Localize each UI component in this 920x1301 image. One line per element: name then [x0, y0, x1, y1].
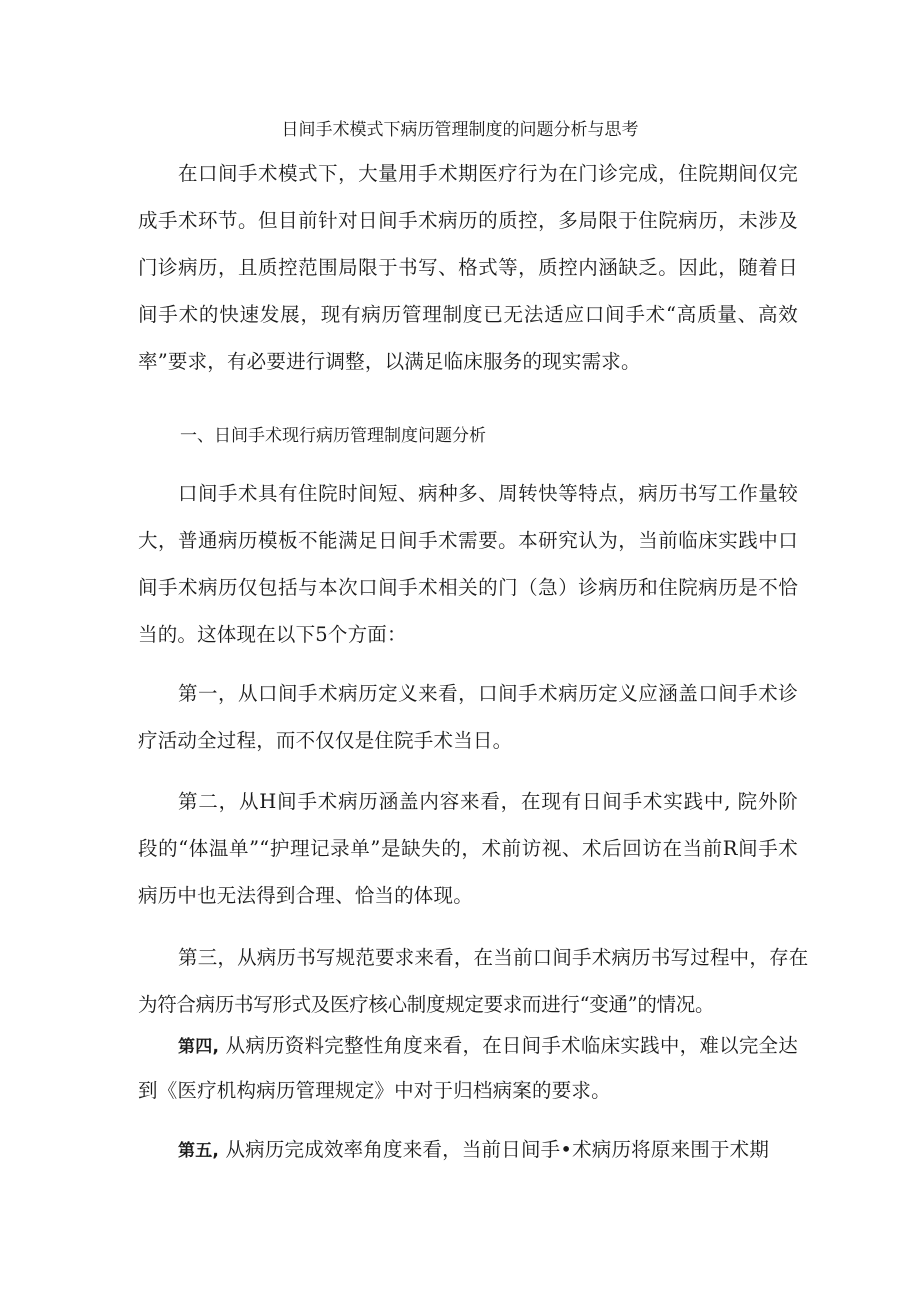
point-four-body: 从病历资料完整性角度来看，在日间手术临床实践中，难以完全达到《医疗机构病历管理规定》中对于归档病案的要求。	[138, 1034, 798, 1102]
point-five-paragraph	[138, 1126, 798, 1175]
section-heading: 一、日间手术现行病历管理制度问题分析	[180, 426, 486, 446]
point-two-paragraph: 第二，从H间手术病历涵盖内容来看，在现有日间手术实践中, 院外阶段的“体温单”“护理记录单”是缺失的，术前访视、术后回访在当前R间手术病历中也无法得到合理、恰当的体现。	[138, 790, 798, 907]
point-four-paragraph	[138, 1024, 798, 1112]
point-four-lead: 第四,	[178, 1037, 220, 1057]
document-title: 日间手术模式下病历管理制度的问题分析与思考	[281, 120, 639, 140]
point-five-lead: 第五,	[178, 1141, 220, 1161]
intro-paragraph: 在口间手术模式下，大量用手术期医疗行为在门诊完成，住院期间仅完成手术环节。但目前针对日间手术病历的质控，多局限于住院病历，未涉及门诊病历，且质控范围局限于书写、格式等，质控内涵缺乏。因此，随着日间手术的快速发展，现有病历管理制度已无法适应口间手术“高质量、高效率”要求，有必要进行调整，以满足临床服务的现实需求。	[138, 162, 798, 373]
section-intro-paragraph: 口间手术具有住院时间短、病种多、周转快等特点，病历书写工作量较大，普通病历模板不能满足日间手术需要。本研究认为，当前临床实践中口间手术病历仅包括与本次口间手术相关的门（急）诊病历和住院病历是不恰当的。这体现在以下5个方面：	[138, 482, 798, 646]
point-one-paragraph: 第一，从口间手术病历定义来看，口间手术病历定义应涵盖口间手术诊疗活动全过程，而不仅仅是住院手术当日。	[138, 682, 798, 752]
point-three-paragraph: 第三，从病历书写规范要求来看，在当前口间手术病历书写过程中，存在为符合病历书写形式及医疗核心制度规定要求而进行“变通”的情况。	[138, 946, 808, 1016]
point-five-body: 从病历完成效率角度来看，当前日间手•术病历将原来围于术期	[219, 1138, 770, 1161]
